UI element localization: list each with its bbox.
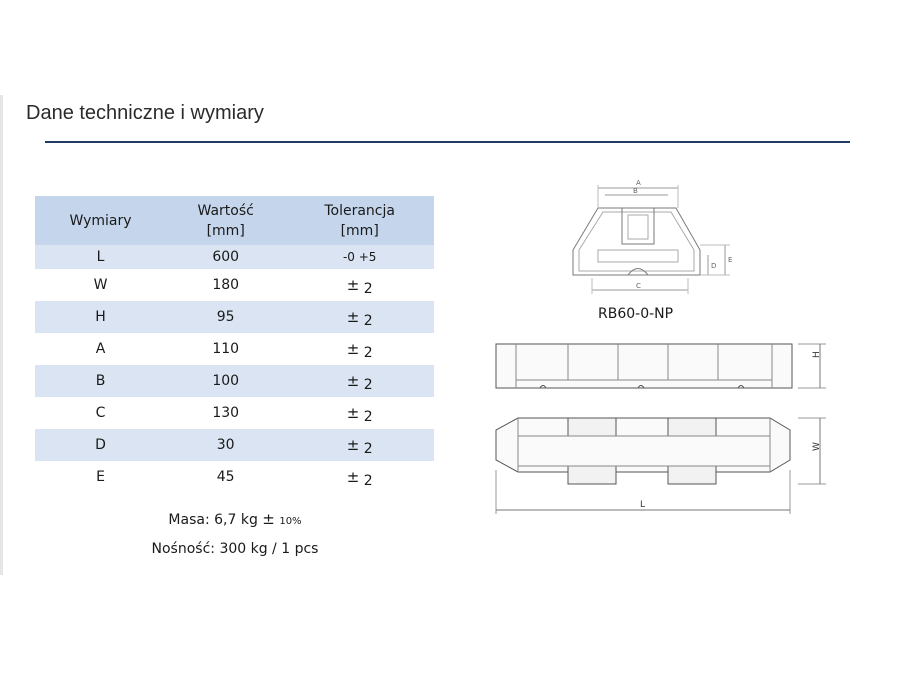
tolerance-value: 2 bbox=[363, 441, 373, 457]
tolerance-value: 2 bbox=[363, 313, 373, 329]
tolerance-value: 2 bbox=[363, 377, 373, 393]
cell-value: 30 bbox=[166, 429, 285, 461]
page-title: Dane techniczne i wymiary bbox=[26, 102, 264, 124]
mass-text: Masa: 6,7 kg ± 10% bbox=[168, 510, 302, 528]
dim-label-c: C bbox=[636, 282, 641, 290]
cross-section-view bbox=[573, 185, 733, 294]
plus-minus-sign: ± bbox=[346, 308, 360, 326]
dim-label-l: L bbox=[640, 500, 646, 510]
tolerance-value: 2 bbox=[363, 281, 373, 297]
tolerance-value: 2 bbox=[363, 473, 373, 489]
top-view bbox=[496, 418, 826, 514]
cell-value: 100 bbox=[166, 365, 285, 397]
dim-label-w: W bbox=[812, 442, 822, 451]
side-view bbox=[496, 344, 826, 388]
cell-dimension: D bbox=[35, 429, 166, 461]
dim-label-h: H bbox=[812, 351, 822, 358]
header-wymiary: Wymiary bbox=[35, 196, 166, 245]
dim-label-e: E bbox=[728, 256, 733, 264]
cell-dimension: C bbox=[95, 405, 106, 421]
dim-label-b: B bbox=[633, 187, 638, 195]
model-label: RB60-0-NP bbox=[598, 306, 674, 322]
tolerance-value: 2 bbox=[363, 345, 373, 361]
plus-minus-sign: ± bbox=[346, 436, 360, 454]
cell-value: 600 bbox=[166, 245, 285, 269]
cell-dimension: B bbox=[35, 365, 166, 397]
cell-value: 180 bbox=[212, 277, 240, 293]
cell-dimension: A bbox=[95, 341, 106, 357]
cell-dimension: L bbox=[35, 245, 166, 269]
cell-value: 45 bbox=[216, 469, 235, 485]
plus-minus-sign: ± bbox=[346, 340, 360, 358]
plus-minus-sign: ± bbox=[346, 276, 360, 294]
cell-value: 130 bbox=[212, 405, 240, 421]
cell-dimension: H bbox=[35, 301, 166, 333]
cell-tolerance: -0 +5 bbox=[285, 245, 434, 269]
cell-value: 95 bbox=[166, 301, 285, 333]
dim-label-a: A bbox=[636, 179, 641, 187]
cell-dimension: W bbox=[93, 277, 108, 293]
dim-label-d: D bbox=[711, 262, 717, 270]
tolerance-value: 2 bbox=[363, 409, 373, 425]
header-tolerancja: Tolerancja [mm] bbox=[285, 196, 434, 245]
plus-minus-sign: ± bbox=[346, 468, 360, 486]
plus-minus-sign: ± bbox=[346, 372, 360, 390]
cell-value: 110 bbox=[212, 341, 240, 357]
load-capacity-text: Nośność: 300 kg / 1 pcs bbox=[151, 541, 319, 557]
header-wartosc: Wartość [mm] bbox=[166, 196, 285, 245]
plus-minus-sign: ± bbox=[346, 404, 360, 422]
cell-dimension: E bbox=[96, 469, 105, 485]
